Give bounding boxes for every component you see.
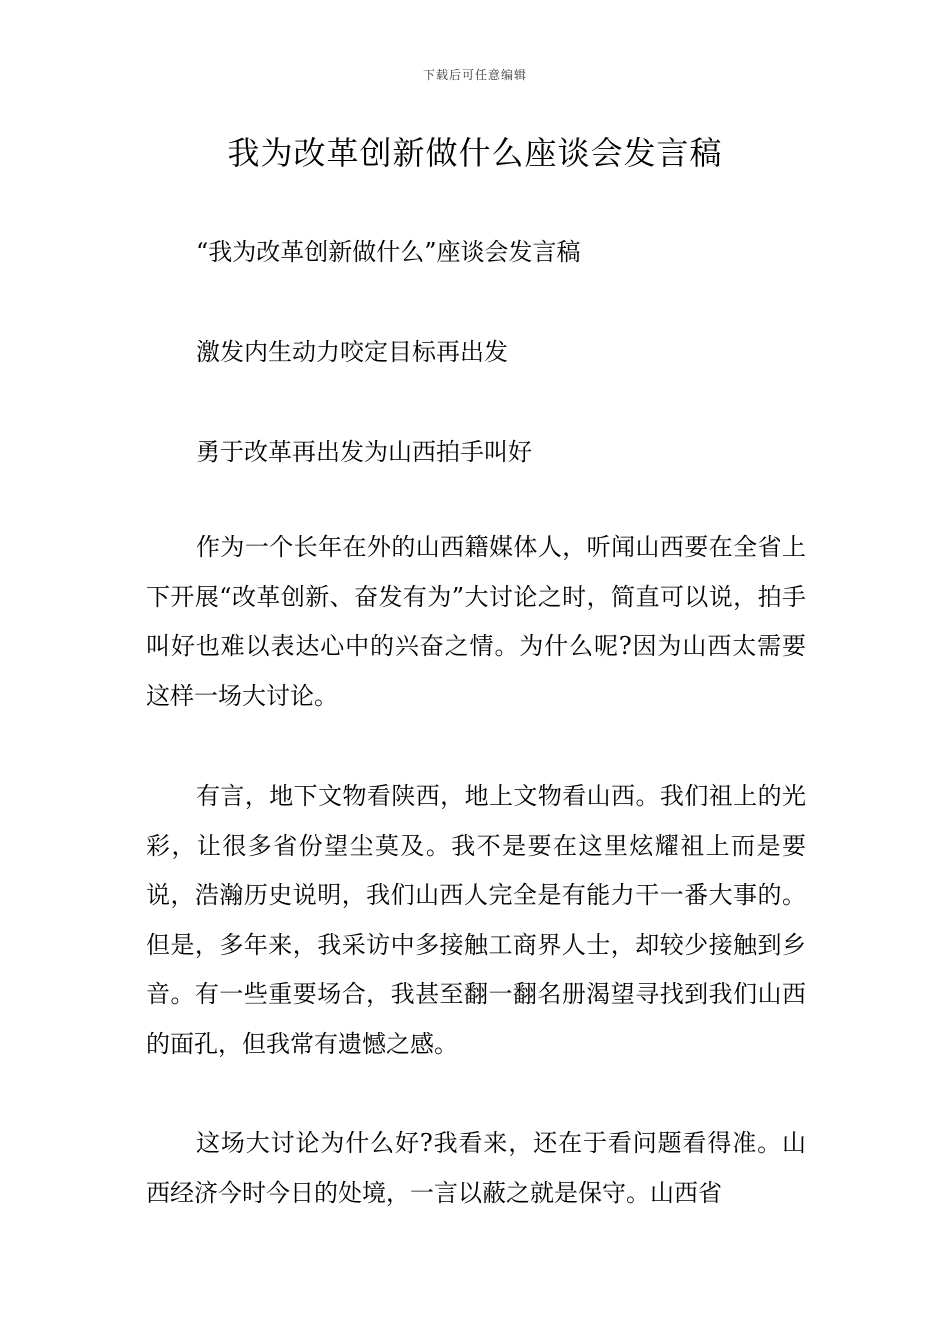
subtitle-line-1: “我为改革创新做什么”座谈会发言稿 (196, 238, 581, 266)
subtitle-line-3: 勇于改革再出发为山西拍手叫好 (196, 438, 532, 466)
body-paragraph-2: 有言，地下文物看陕西，地上文物看山西。我们祖上的光彩，让很多省份望尘莫及。我不是要在这里炫耀祖上而是要说，浩瀚历史说明，我们山西人完全是有能力干一番大事的。但是，多年来，我采访中多接触工商界人士，却较少接触到乡音。有一些重要场合，我甚至翻一翻名册渴望寻找到我们山西的面孔，但我常有遗憾之感。 (146, 782, 806, 1058)
subtitle-line-2: 激发内生动力咬定目标再出发 (196, 338, 508, 366)
document-title: 我为改革创新做什么座谈会发言稿 (227, 134, 723, 172)
body-paragraph-3: 这场大讨论为什么好?我看来，还在于看问题看得准。山西经济今时今日的处境，一言以蔽之就是保守。山西省 (146, 1129, 806, 1207)
header-note: 下载后可任意编辑 (422, 68, 527, 82)
body-paragraph-1: 作为一个长年在外的山西籍媒体人，听闻山西要在全省上下开展“改革创新、奋发有为”大讨论之时，简直可以说，拍手叫好也难以表达心中的兴奋之情。为什么呢?因为山西太需要这样一场大讨论。 (146, 533, 806, 710)
